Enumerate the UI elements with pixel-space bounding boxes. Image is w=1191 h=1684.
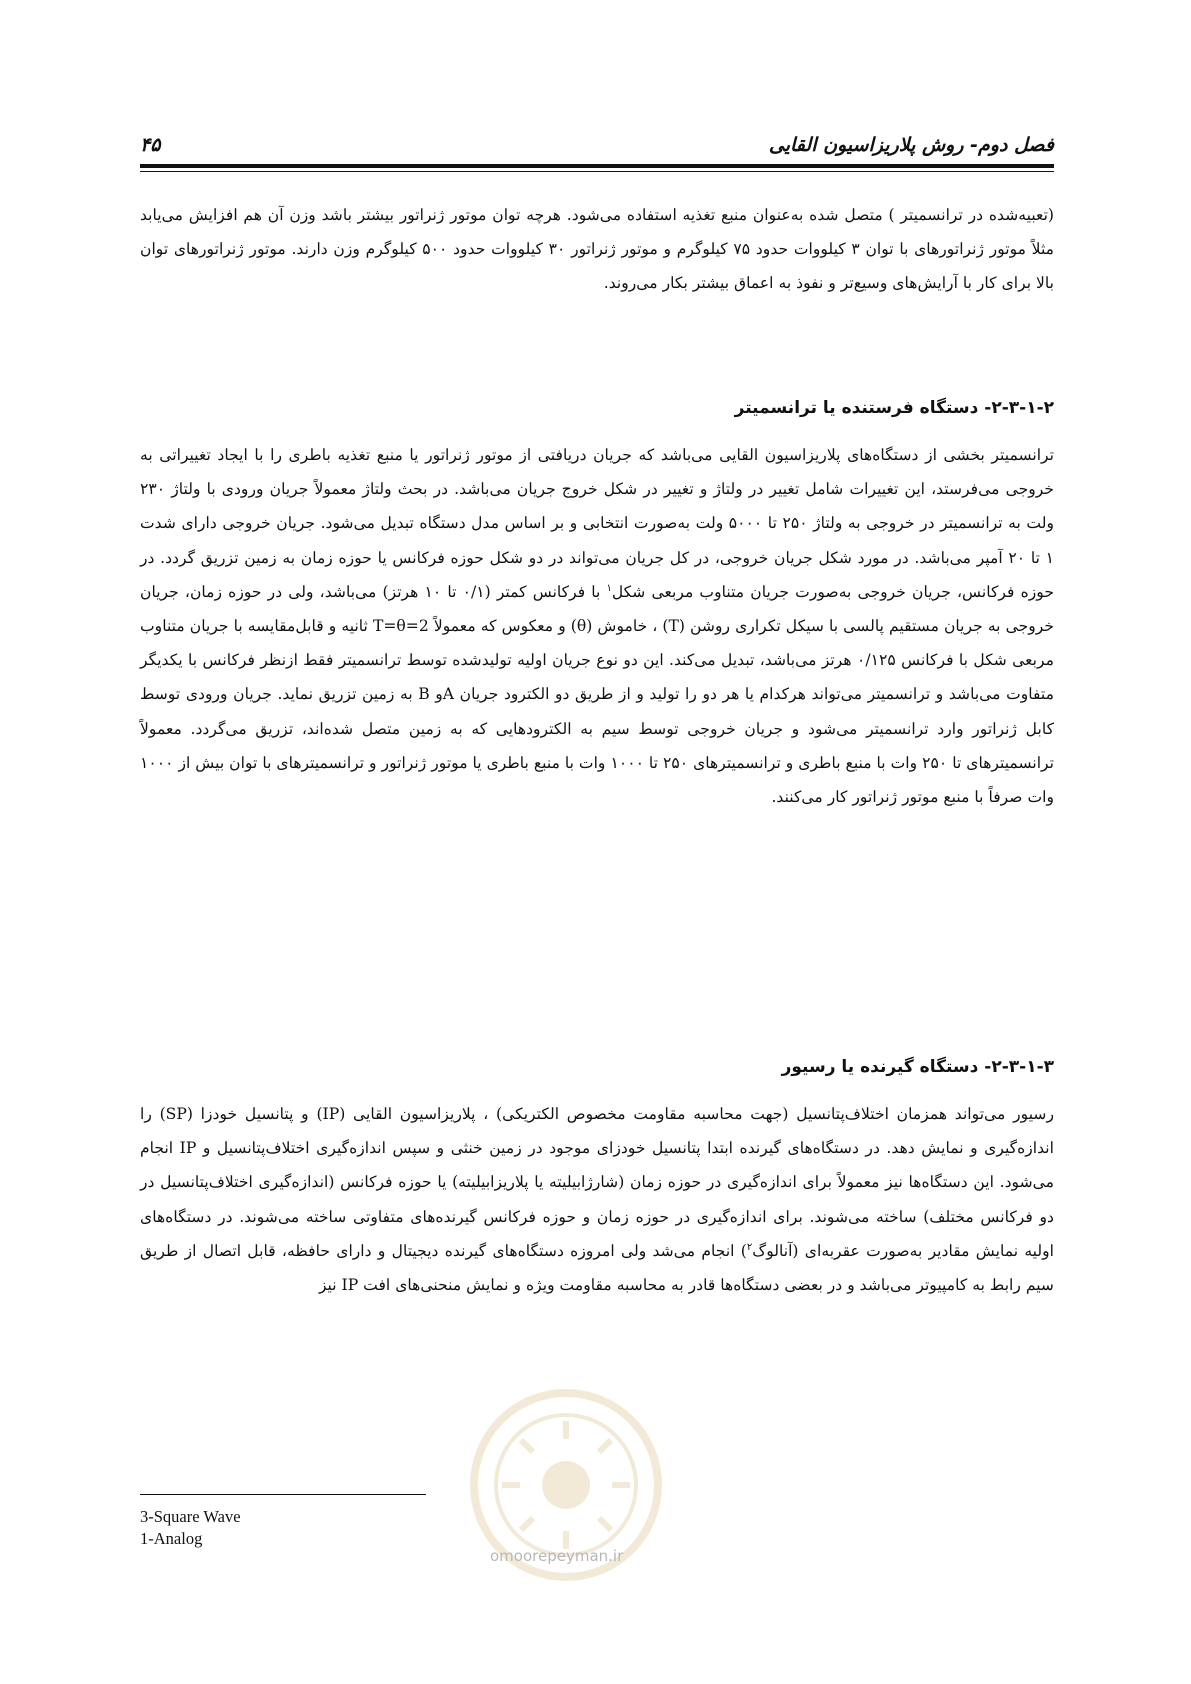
footnote-ref-1: ۱ bbox=[606, 582, 612, 594]
footnote-2: 1-Analog bbox=[140, 1529, 203, 1548]
chapter-title: فصل دوم- روش پلاریزاسیون القایی bbox=[768, 134, 1054, 156]
header-rule-thin bbox=[140, 171, 1054, 172]
header-rule-thick bbox=[140, 164, 1054, 168]
watermark-text: omoorepeyman.ir bbox=[490, 1547, 624, 1565]
footnote-ref-2: ۲ bbox=[746, 1241, 753, 1253]
paragraph-3 bbox=[140, 1097, 1054, 1302]
paragraph-1: (تعبیه‌شده در ترانسمیتر ) متصل شده به‌عنوان منبع تغذیه استفاده می‌شود. هرچه توان موتور ژنراتور بیشتر باشد وزن آن هم افزایش می‌یابد مثلاً موتور ژنراتورهای با توان ۳ کیلووات حدود ۷۵ کیلوگرم و موتور ژنراتور ۳۰ کیلووات حدود ۵۰۰ کیلوگرم وزن دارند. موتور ژنراتورهای توان بالا برای کار با آرایش‌های وسیع‌تر و نفوذ به اعماق بیشتر بکار می‌روند. bbox=[140, 206, 1055, 293]
paragraph-3-text-a: رسیور می‌تواند همزمان اختلاف‌پتانسیل (جهت محاسبه مقاومت مخصوص الکتریکی) ، پلاریزاسیون القایی (IP) و پتانسیل خودزا (SP) را اندازه‌گیری و نمایش دهد. در دستگاه‌های گیرنده ابتدا پتانسیل خودزای موجود در زمین خنثی و سپس اندازه‌گیری اختلاف‌پتانسیل و IP انجام می‌شود. این دستگاه‌ها نیز معمولاً برای اندازه‌گیری در حوزه زمان (شارژابیلیته یا پلاریزابیلیته) یا حوزه فرکانس (اندازه‌گیری اختلاف‌پتانسیل در دو فرکانس مختلف) ساخته می‌شوند. برای اندازه‌گیری در حوزه زمان و حوزه فرکانس گیرنده‌های متفاوتی ساخته می‌شوند. در دستگاه‌های اولیه نمایش مقادیر به‌صورت عقربه‌ای (آنالوگ bbox=[140, 1105, 1055, 1260]
section-heading-transmitter: ۲-۳-۱-۲- دستگاه فرستنده یا ترانسمیتر bbox=[734, 398, 1054, 418]
paragraph-2-text-b: با فرکانس کمتر (۰/۱ تا ۱۰ هرتز) می‌باشد، ولی در حوزه زمان، جریان خروجی به جریان مستقیم پالسی با سیکل تکراری روشن (T) ، خاموش (θ) و معکوس که معمولاً T=θ=2 ثانیه و قابل‌مقایسه با جریان متناوب مربعی شکل با فرکانس ۰/۱۲۵ هرتز می‌باشد، تبدیل می‌کند. این دو نوع جریان اولیه تولیدشده توسط ترانسمیتر فقط ازنظر فرکانس با یکدیگر متفاوت می‌باشد و ترانسمیتر می‌تواند هرکدام یا هر دو را تولید و از طریق دو الکترود جریان Aو B به زمین تزریق نماید. جریان ورودی توسط کابل ژنراتور وارد ترانسمیتر می‌شود و جریان خروجی توسط سیم به الکترودهایی که به زمین متصل شده‌اند، تزریق می‌گردد. معمولاً ترانسمیترهای تا ۲۵۰ وات با منبع باطری و ترانسمیترهای ۲۵۰ تا ۱۰۰۰ وات با منبع باطری یا موتور ژنراتور و ترانسمیترهای با توان بیش از ۱۰۰۰ وات صرفاً با منبع موتور ژنراتور کار می‌کنند. bbox=[140, 582, 1054, 807]
paragraph-2 bbox=[140, 438, 1054, 814]
paragraph-3-text-b: ) انجام می‌شد ولی امروزه دستگاه‌های گیرنده دیجیتال و دارای حافظه، قابل اتصال از طریق سیم رابط به کامپیوتر می‌باشد و در بعضی دستگاه‌ها قادر به محاسبه مقاومت ویژه و نمایش منحنی‌های افت IP نیز bbox=[140, 1241, 1054, 1295]
footnote-1: 3-Square Wave bbox=[140, 1507, 241, 1526]
page-number: ۴۵ bbox=[140, 134, 161, 156]
footnote-rule bbox=[140, 1494, 426, 1495]
paragraph-2-text-a: ترانسمیتر بخشی از دستگاه‌های پلاریزاسیون القایی می‌باشد که جریان دریافتی از موتور ژنراتور یا منبع تغذیه باطری را با ایجاد تغییراتی به خروجی می‌فرستد، این تغییرات شامل تغییر در ولتاژ و تغییر در شکل خروج جریان می‌باشد. در بحث ولتاژ معمولاً جریان ورودی با ولتاژ ۲۳۰ ولت به ترانسمیتر در خروجی به ولتاژ ۲۵۰ تا ۵۰۰۰ ولت به‌صورت انتخابی و بر اساس مدل دستگاه تبدیل می‌شود. جریان خروجی دارای شدت ۱ تا ۲۰ آمپر می‌باشد. در مورد شکل جریان خروجی، در کل جریان می‌تواند در دو شکل حوزه فرکانس یا حوزه زمان به زمین تزریق گردد. در حوزه فرکانس، جریان خروجی به‌صورت جریان متناوب مربعی شکل bbox=[140, 446, 1054, 601]
section-heading-receiver: ۲-۳-۱-۳- دستگاه گیرنده یا رسیور bbox=[781, 1057, 1054, 1077]
